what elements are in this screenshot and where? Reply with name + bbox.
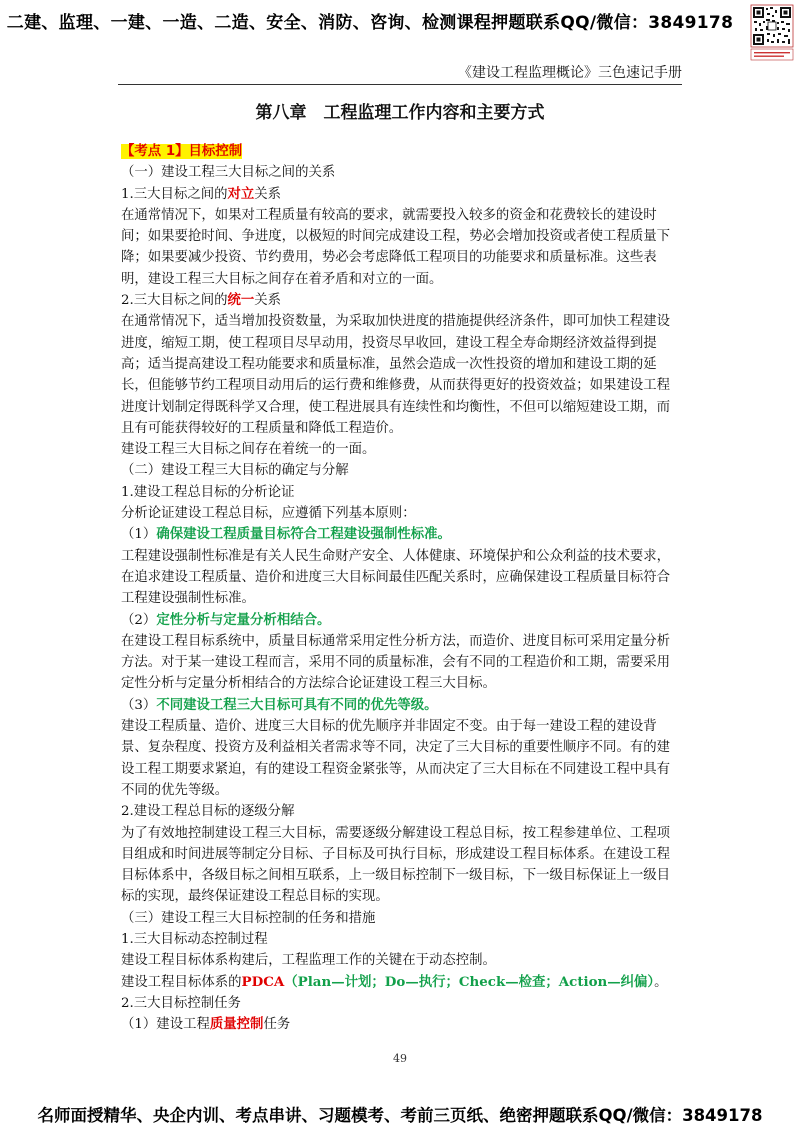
exam-point-label: 【考点 1】目标控制 xyxy=(121,144,243,159)
highlight-green: 不同建设工程三大目标可具有不同的优先等级。 xyxy=(156,696,438,713)
principle-item: （3）不同建设工程三大目标可具有不同的优先等级。 xyxy=(121,696,438,713)
highlight-green: 确保建设工程质量目标符合工程建设强制性标准。 xyxy=(156,526,451,543)
subsection-heading: 1.三大目标动态控制过程 xyxy=(121,931,268,947)
section-heading: （三）建设工程三大目标控制的任务和措施 xyxy=(121,910,376,926)
qr-code-icon xyxy=(750,4,794,62)
paragraph: 建设工程目标体系构建后，工程监理工作的关键在于动态控制。 xyxy=(121,953,496,969)
paragraph: 建设工程质量、造价、进度三大目标的优先顺序并非固定不变。由于每一建设工程的建设背景、复杂程度、投资方及利益相关者需求等不同，决定了三大目标的重要性顺序不同。有的建设工程工期要求紧迫，有的建设工程资金紧张等，从而决定了三大目标在不同建设工程中具有不同的优先等级。 xyxy=(121,719,671,798)
paragraph: 建设工程目标体系的PDCA（Plan—计划；Do—执行；Check—检查；Action—纠偏）。 xyxy=(121,973,668,990)
highlight-green: 定性分析与定量分析相结合。 xyxy=(156,611,331,628)
paragraph: 在建设工程目标系统中，质量目标通常采用定性分析方法，而造价、进度目标可采用定量分析方法。对于某一建设工程而言，采用不同的质量标准，会有不同的工程造价和工期，需要采用定性分析与定量分析相结合的方法综合论证建设工程三大目标。 xyxy=(121,633,671,692)
principle-item: （1）建设工程质量控制任务 xyxy=(121,1016,291,1033)
paragraph: 工程建设强制性标准是有关人民生命财产安全、人体健康、环境保护和公众利益的技术要求，在追求建设工程质量、造价和进度三大目标间最佳匹配关系时，应确保建设工程质量目标符合工程建设强制性标准。 xyxy=(121,548,671,607)
page-number: 49 xyxy=(393,1052,407,1065)
paragraph: 分析论证建设工程总目标，应遵循下列基本原则： xyxy=(121,506,416,522)
section-heading: （一）建设工程三大目标之间的关系 xyxy=(121,165,336,181)
subsection-heading: 1.三大目标之间的对立关系 xyxy=(121,185,282,202)
bottom-promo-banner: 名师面授精华、央企内训、考点串讲、习题模考、考前三页纸、绝密押题联系QQ/微信：3849178 xyxy=(37,1106,763,1125)
page-body xyxy=(121,141,683,1035)
paragraph: 为了有效地控制建设工程三大目标，需要逐级分解建设工程总目标，按工程参建单位、工程项目组成和时间进展等制定分目标、子目标及可执行目标，形成建设工程目标体系。在建设工程目标体系中，各级目标之间相互联系，上一级目标控制下一级目标，下一级目标保证上一级目标的实现，最终保证建设工程总目标的实现。 xyxy=(121,825,671,905)
highlight-red: PDCA xyxy=(241,973,285,990)
subsection-heading: 1.建设工程总目标的分析论证 xyxy=(121,484,295,500)
section-heading: （二）建设工程三大目标的确定与分解 xyxy=(121,463,349,479)
top-promo-banner: 二建、监理、一建、一造、二造、安全、消防、咨询、检测课程押题联系QQ/微信：3849178 xyxy=(6,12,734,33)
highlight-red: 质量控制 xyxy=(209,1016,264,1033)
header-divider xyxy=(118,84,682,85)
principle-item: （2）定性分析与定量分析相结合。 xyxy=(121,611,331,628)
highlight-red: 统一 xyxy=(227,292,255,309)
subsection-heading: 2.建设工程总目标的逐级分解 xyxy=(121,804,295,820)
book-title: 《建设工程监理概论》三色速记手册 xyxy=(458,65,682,81)
paragraph: 在通常情况下，如果对工程质量有较高的要求，就需要投入较多的资金和花费较长的建设时间；如果要抢时间、争进度，以极短的时间完成建设工程，势必会增加投资或者使工程质量下降；如果要减少投资、节约费用，势必会考虑降低工程项目的功能要求和质量标准。这些表明，建设工程三大目标之间存在着矛盾和对立的一面。 xyxy=(121,207,671,287)
highlight-red: 对立 xyxy=(227,185,255,202)
paragraph: 在通常情况下，适当增加投资数量，为采取加快进度的措施提供经济条件，即可加快工程建设进度，缩短工期，使工程项目尽早动用，投资尽早收回，建设工程全寿命期经济效益得到提高；适当提高建设工程功能要求和质量标准，虽然会造成一次性投资的增加和建设工期的延长，但能够节约工程项目动用后的运行费和维修费，从而获得更好的投资效益；如果建设工程进度计划制定得既科学又合理，使工程进展具有连续性和均衡性，不但可以缩短建设工期，而且有可能获得较好的工程质量和降低工程造价。 xyxy=(121,314,671,436)
principle-item: （1）确保建设工程质量目标符合工程建设强制性标准。 xyxy=(121,526,451,543)
subsection-heading: 2.三大目标之间的统一关系 xyxy=(121,292,282,309)
paragraph: 建设工程三大目标之间存在着统一的一面。 xyxy=(121,442,376,458)
highlight-green: （Plan—计划；Do—执行；Check—检查；Action—纠偏） xyxy=(284,973,655,990)
chapter-title: 第八章 工程监理工作内容和主要方式 xyxy=(255,103,545,123)
subsection-heading: 2.三大目标控制任务 xyxy=(121,995,241,1011)
